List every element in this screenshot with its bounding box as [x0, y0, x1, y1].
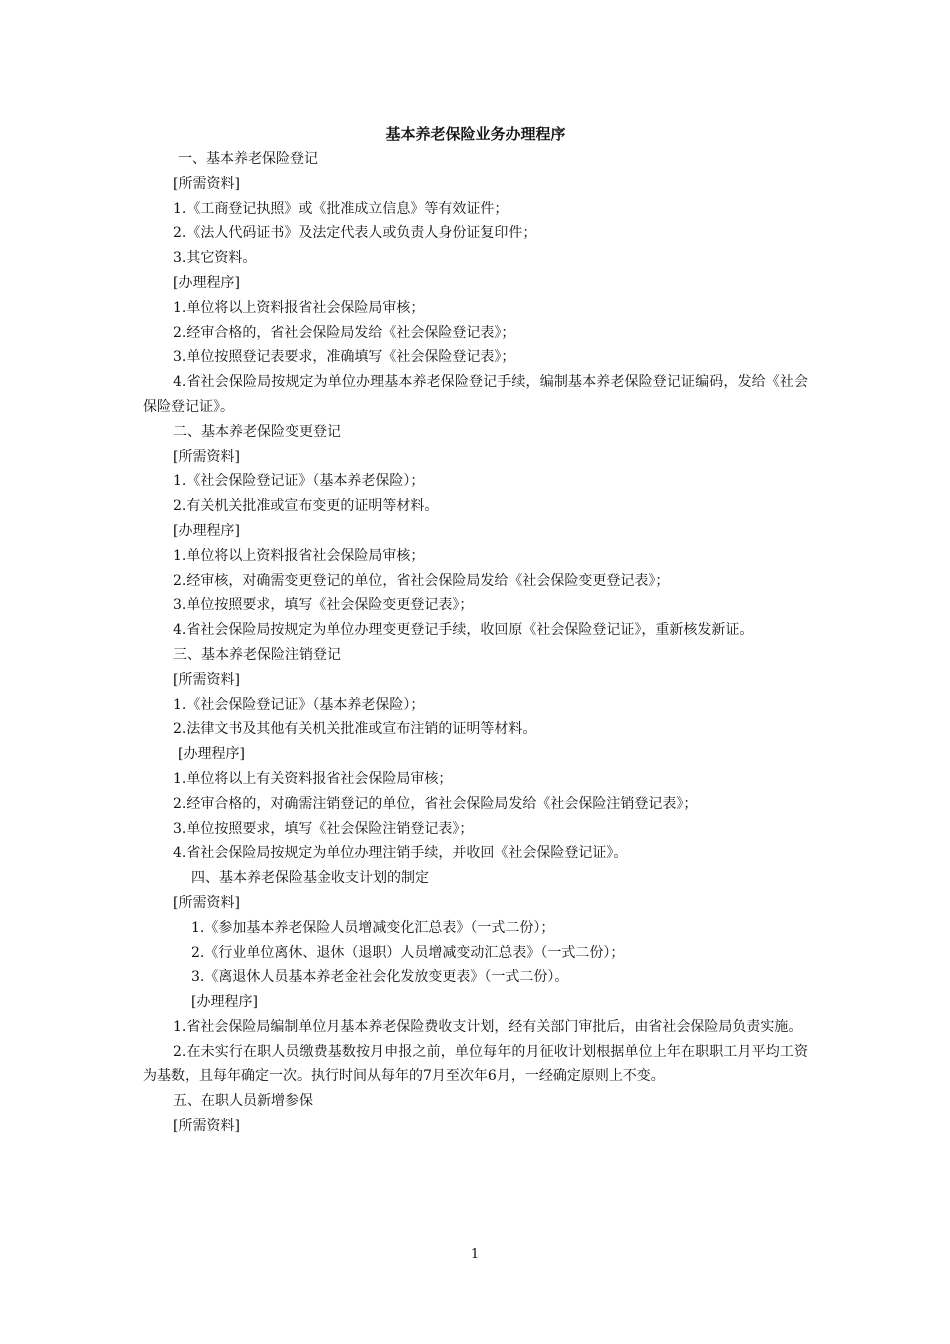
list-item: 1.单位将以上有关资料报省社会保险局审核； — [173, 770, 453, 787]
subheading-materials: [所需资料] — [173, 894, 240, 911]
list-item: 2.经审核，对确需变更登记的单位，省社会保险局发给《社会保险变更登记表》； — [173, 572, 670, 589]
list-item: 2.有关机关批准或宣布变更的证明等材料。 — [173, 498, 439, 515]
list-item: 1.《社会保险登记证》（基本养老保险）； — [173, 473, 425, 490]
list-paragraph: 1.省社会保险局编制单位月基本养老保险费收支计划，经有关部门审批后，由省社会保险局负责实施。 — [173, 1018, 803, 1035]
list-item: 3.单位按照要求，填写《社会保险注销登记表》； — [173, 820, 474, 837]
section-heading-4: 四、基本养老保险基金收支计划的制定 — [191, 870, 429, 887]
list-item: 3.其它资料。 — [173, 250, 257, 267]
list-item: 3.单位按照要求，填写《社会保险变更登记表》； — [173, 597, 474, 614]
list-item: 3.《离退休人员基本养老金社会化发放变更表》（一式二份）。 — [191, 969, 569, 986]
list-item: 4.省社会保险局按规定为单位办理注销手续，并收回《社会保险登记证》。 — [173, 845, 628, 862]
subheading-materials: [所需资料] — [173, 1118, 240, 1135]
list-paragraph: 4.省社会保险局按规定为单位办理变更登记手续，收回原《社会保险登记证》，重新核发新证。 — [173, 622, 754, 639]
list-item: 3.单位按照登记表要求，准确填写《社会保险登记表》； — [173, 349, 516, 366]
section-heading-5: 五、在职人员新增参保 — [173, 1093, 313, 1110]
list-paragraph: 2.在未实行在职人员缴费基数按月申报之前，单位每年的月征收计划根据单位上年在职职工月平均工资为基数，且每年确定一次。执行时间从每年的7月至次年6月，一经确定原则上不变。 — [143, 1043, 808, 1085]
subheading-materials: [所需资料] — [173, 448, 240, 465]
list-item: 1.《参加基本养老保险人员增减变化汇总表》（一式二份）； — [191, 919, 555, 936]
page-number: 1 — [470, 1247, 480, 1262]
section-heading-3: 三、基本养老保险注销登记 — [173, 646, 341, 663]
section-heading-2: 二、基本养老保险变更登记 — [173, 423, 341, 440]
list-item: 1.《社会保险登记证》（基本养老保险）； — [173, 696, 425, 713]
subheading-procedure: [办理程序] — [173, 274, 240, 291]
subheading-procedure: [办理程序] — [173, 522, 240, 539]
section-heading-1: 一、基本养老保险登记 — [178, 151, 318, 167]
list-paragraph: 4.省社会保险局按规定为单位办理基本养老保险登记手续，编制基本养老保险登记证编码，发给《社会保险登记证》。 — [143, 374, 808, 415]
subheading-materials: [所需资料] — [173, 671, 240, 688]
list-item: 2.法律文书及其他有关机关批准或宣布注销的证明等材料。 — [173, 721, 537, 738]
subheading-procedure: [办理程序] — [178, 746, 245, 763]
list-item: 2.《行业单位离休、退休（退职）人员增减变动汇总表》（一式二份）； — [191, 944, 625, 961]
list-item: 2.经审合格的，省社会保险局发给《社会保险登记表》； — [173, 324, 516, 341]
subheading-procedure: [办理程序] — [191, 994, 258, 1011]
list-item: 1.单位将以上资料报省社会保险局审核； — [173, 547, 425, 564]
subheading-materials: [所需资料] — [173, 175, 240, 192]
list-item: 1.《工商登记执照》或《批准成立信息》等有效证件； — [173, 200, 509, 217]
list-item: 2.经审合格的，对确需注销登记的单位，省社会保险局发给《社会保险注销登记表》； — [173, 795, 698, 812]
list-item: 1.单位将以上资料报省社会保险局审核； — [173, 299, 425, 316]
document-title: 基本养老保险业务办理程序 — [385, 125, 566, 143]
list-item: 2.《法人代码证书》及法定代表人或负责人身份证复印件； — [173, 225, 537, 242]
document-body — [143, 122, 808, 1139]
